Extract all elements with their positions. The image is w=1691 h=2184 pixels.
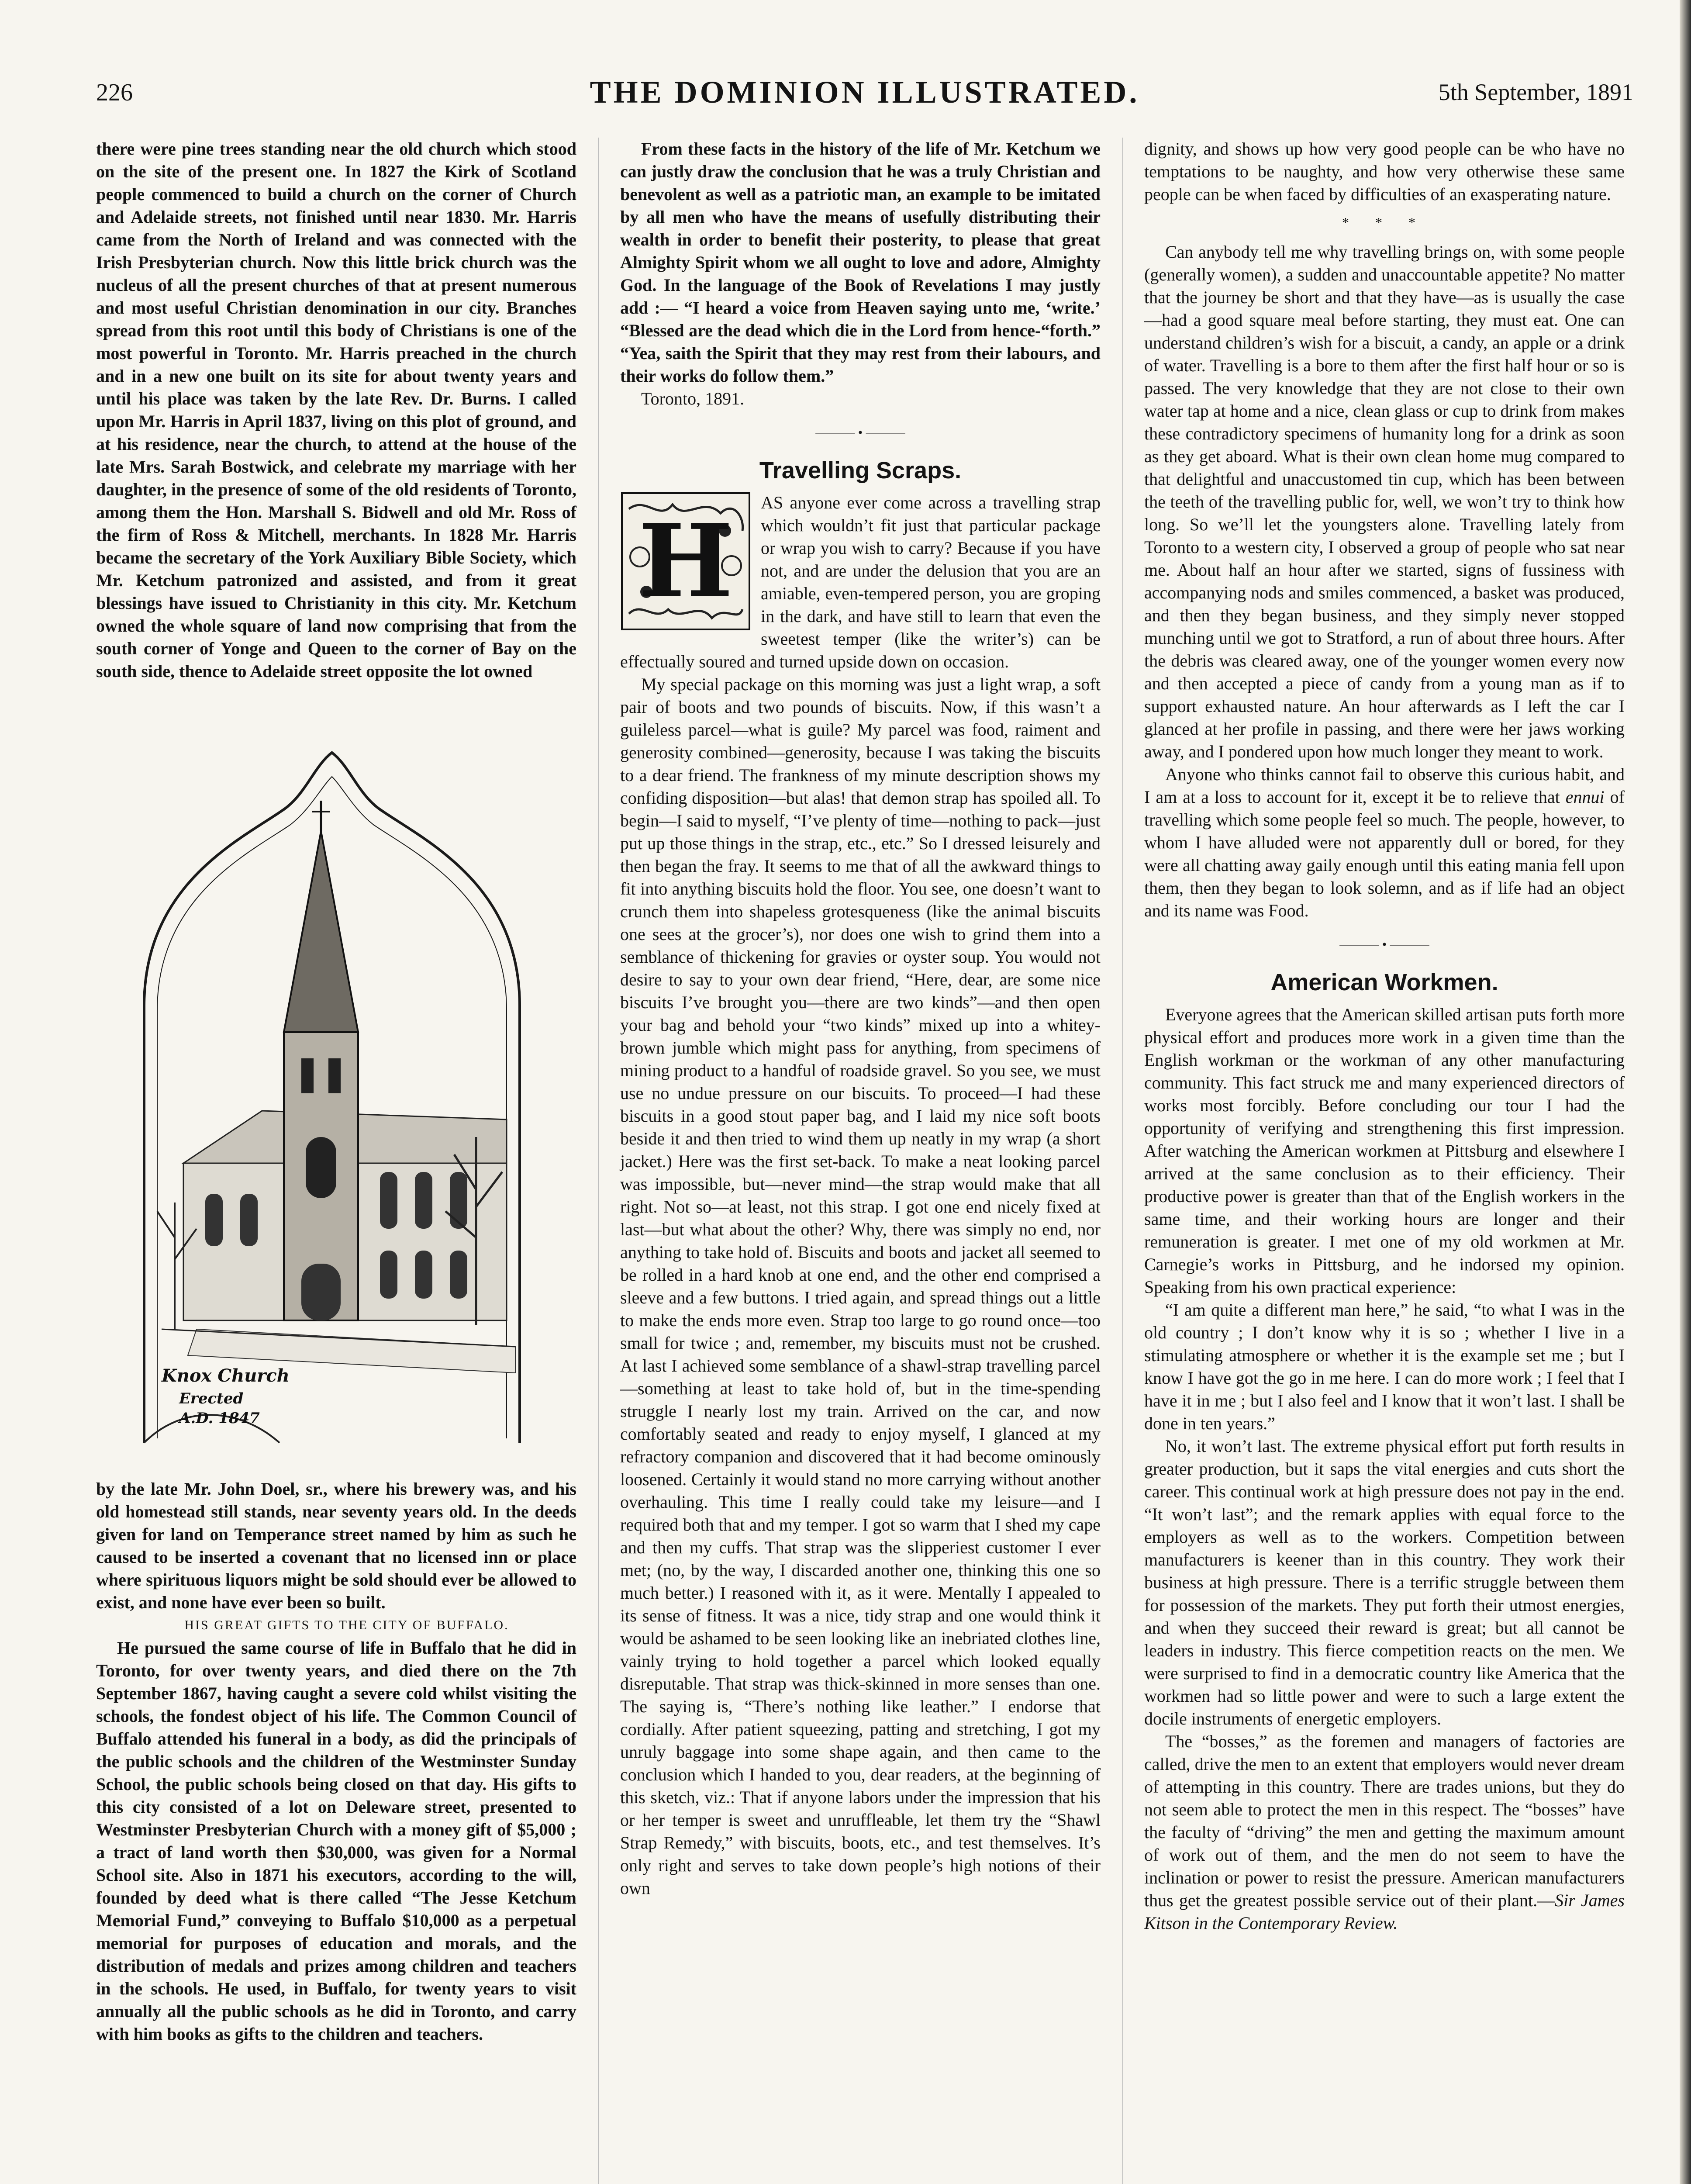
text-run: Anyone who thinks cannot fail to observe this curious habit, and I am at a loss to account for it, except it be to relieve that bbox=[1144, 764, 1625, 807]
knox-church-illustration bbox=[96, 700, 568, 1465]
page-number: 226 bbox=[96, 79, 133, 106]
church-engraving bbox=[96, 700, 568, 1465]
article-paragraph: Can anybody tell me why travelling brings on, with some people (generally women), a sudden and unaccountable appetite? No matter that the journey be short and that they have—as is usually the case—had a good square meal before starting, they must eat. One can understand children’s wish for a biscuit, a candy, an apple or a drink of water. Travelling is a bore to them after the first half hour or so is passed. The very knowledge that they are not close to their own water tap at home and a nice, clean glass or cup to drink from makes these contradictory specimens of humanity long for a drink as soon as they get aboard. What is their own clean home mug compared to that delightful and unaccustomed tin cup, which has been between the teeth of the travelling public for, well, we won’t try to think how long. So we’ll let the youngsters alone. Travelling lately from Toronto to a western city, I observed a group of people who sat near me. About half an hour after we started, signs of fussiness with accompanying nods and smiles commenced, a basket was produced, and then they began business, and they simply never stopped munching until we got to Stratford, a run of about three hours. After the debris was cleared away, one of the younger women every now and then accepted a piece of candy from a young man as if to support exhausted nature. An hour afterwards as I left the car I glanced at her profile in passing, and there were her jaws working away, and I pondered upon how much longer they meant to work. bbox=[1144, 242, 1625, 761]
page-header bbox=[96, 74, 1633, 122]
drop-cap-illustration bbox=[620, 491, 751, 631]
column-1 bbox=[96, 138, 576, 2046]
article-paragraph: AS anyone ever come across a travelling strap which wouldn’t fit just that particular package or wrap you wish to carry? Because if you have not, and are under the delusion that you are an amiable, even-tempered person, you are groping in the dark, and have still to learn that even the sweetest temper (like the writer’s) can be effectually soured and turned upside down on occasion. bbox=[620, 493, 1101, 671]
article-paragraph: there were pine trees standing near the old church which stood on the site of the present one. In 1827 the Kirk of Scotland people commenced to build a church on the corner of Church and Adelaide streets, not finished until near 1830. Mr. Harris came from the North of Ireland and was connected with the Irish Presbyterian church. Now this little brick church was the nucleus of all the present churches of that at present numerous and most useful Christian denomination in our city. Branches spread from this root until this body of Christians is one of the most powerful in Toronto. Mr. Harris preached in the church and in a new one built on its site for about twenty years and until his place was taken by the late Rev. Dr. Burns. I called upon Mr. Harris in April 1837, living on this plot of ground, and at his residence, near the church, to attend at the house of the late Mrs. Sarah Bostwick, and celebrate my marriage with her daughter, in the presence of some of the old residents of Toronto, among them the Hon. Marshall S. Bidwell and old Mr. Ross of the firm of Ross & Mitchell, merchants. In 1828 Mr. Harris became the secretary of the York Auxiliary Bible Society, which Mr. Ketchum patronized and assisted, and from it great blessings have issued to Christianity in this city. Mr. Ketchum owned the whole square of land now comprising that from the south corner of Yonge and Queen to the corner of Bay on the south side, thence to Adelaide street opposite the lot owned bbox=[96, 139, 576, 681]
floral-drop-cap bbox=[620, 491, 751, 631]
column-2 bbox=[620, 138, 1101, 1900]
article-paragraph: My special package on this morning was just a light wrap, a soft pair of boots and two pounds of biscuits. Now, if this wasn’t a guileless parcel—what is guile? My parcel was food, raiment and generosity combined—generosity, because I was taking the biscuits to a dear friend. The frankness of my minute description shows my confiding disposition—but alas! that demon strap has spoiled all. To begin—I said to myself, “I’ve plenty of time—nothing to pack—just put up those things in the strap, etc., etc.” So I dressed leisurely and then began the fray. It seems to me that of all the awkward things to fit into anything biscuits hold the floor. You see, one doesn’t want to crunch them into shapeless grotesqueness (like the animal biscuits one sees at the grocer’s), nor does one wish to grind them into a semblance of thickening for gravies or oyster soup. You would not desire to say to your own dear friend, “Here, dear, are some nice biscuits I’ve brought you—there are two kinds”—and then open your bag and behold your “two kinds” mixed up into a whitey-brown jumble which might pass for anything, from specimens of mining product to a handful of roadside gravel. So you see, we must use no undue pressure on our biscuits. To proceed—I had these biscuits in a good stout paper bag, and I laid my nice soft boots beside it and then tried to wind them up neatly in my wrap (a short jacket.) Here was the first set-back. To make a neat looking parcel was impossible, but—never mind—the strap would make that all right. Not so—at least, not this strap. I got one end nicely fixed at last—but what about the other? Why, there was simply no end, nor anything to take hold of. Biscuits and boots and jacket all seemed to be rolled in a hard knob at one end, and the other end comprised a sleeve and a few buttons. I tried again, and spread things out a little to make the ends more even. Strap too large to go round once—too small for twice ; and, remember, my biscuits must not be crushed. At last I achieved some semblance of a shawl-strap travelling parcel—something at least to take hold of, but in the time-spending struggle I nearly lost my train. Arrived on the car, and now comfortably seated and ready to enjoy myself, I glanced at my refractory companion and discovered that it had become ominously loosened. Certainly it would stand no more carrying without another overhauling. This time I really could take my leisure—and I required both that and my temper. I got so warm that I shed my cape and then my cuffs. That strap was the slipperiest customer I ever met; (no, by the way, I discarded another one, thinking this one so much better.) I reasoned with it, as it were. Mentally I appealed to its sense of fitness. It was a nice, tidy strap and one would think it would be ashamed to be seen looking like an inebriated clothes line, vainly trying to hold together a parcel which looked equally disreputable. That strap was thick-skinned in more senses than one. The saying is, “There’s nothing like leather.” I endorse that cordially. After patient squeezing, patting and stretching, I got my unruly baggage into some shape again, and then came to the conclusion which I handed to you, dear readers, at the beginning of this sketch, viz.: That if anyone labors under the impression that his or her temper is sweet and unruffleable, let them try the “Shawl Strap Remedy,” with biscuits, boots, etc., and test themselves. It’s only right and serves to take down people’s high notions of their own bbox=[620, 674, 1101, 1898]
text-run: of travelling which some people feel so much. The people, however, to whom I have alluded were not apparently dull or bored, for they were all chatting away gaily enough until this eating mania fell upon them, then they began to look solemn, and as if life had an object and its name was Food. bbox=[1144, 787, 1625, 920]
article-heading-american-workmen: American Workmen. bbox=[1270, 969, 1498, 995]
binding-edge bbox=[1680, 0, 1691, 2184]
column-divider bbox=[1122, 138, 1123, 2184]
article-paragraph: No, it won’t last. The extreme physical effort put forth results in greater production, but it saps the vital energies and cuts short the career. This continual work at high pressure does not pay in the end. “It won’t last”; and the remark applies with equal force to the employers as well as to the workers. Competition between manufacturers is keener than in this country. They work their business at high pressure. There is a terrific struggle between them for possession of the markets. They put forth their utmost energies, and when they succeed their reward is great; but all cannot be leaders in industry. This fierce competition reacts on the men. We were surprised to find in a democratic country like America that the workmen had so little power and were to such a large extent the docile instruments of energetic employers. bbox=[1144, 1436, 1625, 1728]
caption-church: Knox Church bbox=[162, 1365, 290, 1386]
article-source: Sir James Kitson in the Contemporary Review. bbox=[1144, 1890, 1625, 1933]
article-paragraph bbox=[1144, 763, 1625, 922]
caption-erected: Erected bbox=[179, 1390, 244, 1407]
section-ornament: ——— • ——— bbox=[1339, 937, 1429, 952]
italic-word: ennui bbox=[1565, 787, 1605, 807]
article-paragraph: “I am quite a different man here,” he said, “to what I was in the old country ; I don’t know why it is so ; whether I live in a stimulating atmosphere or whether it is the example set me ; but I know I have got the go in me here. I can do more work ; I feel that I have it in me ; but I also feel and I know that it won’t last. I shall be done in ten years.” bbox=[1144, 1300, 1625, 1433]
article-paragraph: dignity, and shows up how very good people can be who have no temptations to be naughty, and how very otherwise these same people can be when faced by difficulties of an exasperating nature. bbox=[1144, 139, 1625, 204]
article-paragraph bbox=[1144, 1730, 1625, 1935]
section-break-stars: * * * bbox=[1342, 214, 1427, 230]
column-divider bbox=[598, 138, 599, 2184]
article-paragraph: From these facts in the history of the life of Mr. Ketchum we can justly draw the conclusion that he was a truly Christian and benevolent as well as a patriotic man, an example to be imitated by all men who have the means of usefully distributing their wealth in order to benefit their posterity, to please that great Almighty Spirit whom we all ought to love and adore, Almighty God. In the language of the Book of Revelations I may justly add :— “I heard a voice from Heaven saying unto me, ‘write.’ “Blessed are the dead which die in the Lord from hence-“forth.” “Yea, saith the Spirit that they may rest from their labours, and their works do follow them.” bbox=[620, 139, 1101, 386]
article-heading-travelling-scraps: Travelling Scraps. bbox=[759, 457, 962, 484]
article-paragraph: by the late Mr. John Doel, sr., where his brewery was, and his old homestead still stands, near seventy years old. In the deeds given for land on Temperance street named by him as such he caused to be inserted a covenant that no licensed inn or place where spirituous liquors might be sold should ever be allowed to exist, and none have ever been so built. bbox=[96, 1479, 576, 1612]
section-ornament: ——— • ——— bbox=[815, 425, 905, 440]
article-paragraph: He pursued the same course of life in Buffalo that he did in Toronto, for over twenty years, and died there on the 7th September 1867, having caught a severe cold whilst visiting the schools, the fondest object of his life. The Common Council of Buffalo attended his funeral in a body, as did the principals of the public schools and the children of the Westminster Sunday School, the public schools being closed on that day. His gifts to this city consisted of a lot on Deleware street, presented to Westminster Presbyterian Church with a money gift of $5,000 ; a tract of land worth then $30,000, was given for a Normal School site. Also in 1871 his executors, according to the will, founded by deed what is there called “The Jesse Ketchum Memorial Fund,” conveying to Buffalo $10,000 as a perpetual memorial for purposes of education and morals, and the distribution of medals and prizes among children and teachers in the schools. He used, in Buffalo, for twenty years to visit annually all the public schools as he did in Toronto, and carry with him books as gifts to the children and teachers. bbox=[96, 1638, 576, 2044]
article-signoff: Toronto, 1891. bbox=[641, 389, 745, 408]
section-subheading: HIS GREAT GIFTS TO THE CITY OF BUFFALO. bbox=[184, 1618, 509, 1632]
caption-year: A.D. 1847 bbox=[179, 1410, 260, 1427]
drop-cap-letter: H bbox=[638, 502, 733, 620]
text-run: The “bosses,” as the foremen and managers of factories are called, drive the men to an extent that employers would never dream of attempting in this country. There are trades unions, but they do not seem able to protect the men in this respect. The “bosses” have the faculty of “driving” the men and getting the maximum amount of work out of them, and the men do not seem to have the inclination or power to resist the pressure. American manufacturers thus get the greatest possible service out of their plant.— bbox=[1144, 1731, 1625, 1910]
publication-title: THE DOMINION ILLUSTRATED. bbox=[590, 75, 1140, 110]
article-paragraph: Everyone agrees that the American skilled artisan puts forth more physical effort and produces more work in a given time than the English workman or the workman of any other manufacturing community. This fact struck me and many experienced directors of works most forcibly. Before concluding our tour I had the opportunity of verifying and strengthening this first impression. After watching the American workmen at Pittsburg and elsewhere I arrived at the same conclusion as to their efficiency. Their productive power is greater than that of the English workers in the same time, and their working hours are longer and their remuneration is greater. I met one of my old workmen at Mr. Carnegie’s works in Pittsburg, and he indorsed my opinion. Speaking from his own practical experience: bbox=[1144, 1005, 1625, 1297]
column-3 bbox=[1144, 138, 1625, 1935]
issue-date: 5th September, 1891 bbox=[1438, 79, 1633, 105]
